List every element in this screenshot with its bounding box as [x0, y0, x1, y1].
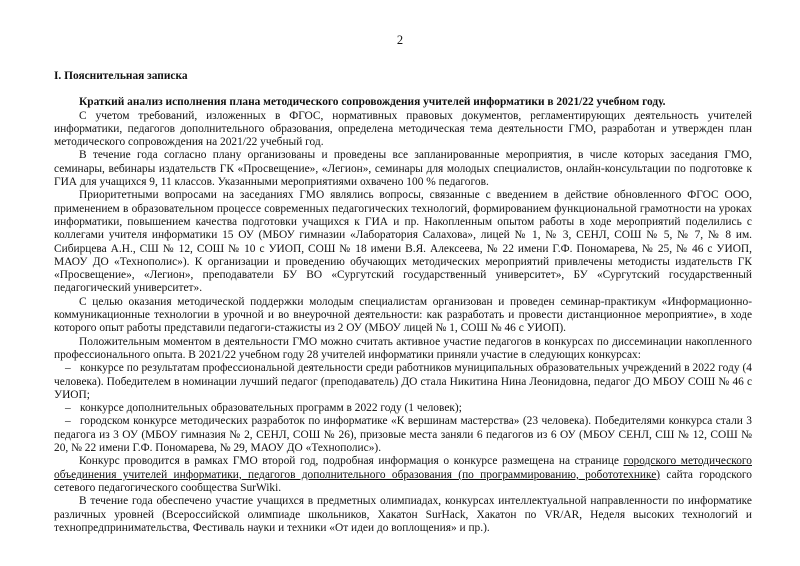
paragraph-contests-intro: Положительным моментом в деятельности ГМО можно считать активное участие педагогов в конкурсах по диссеминации накопленного профессионального опыта. В 2021/22 учебном году 28 учителей информатики приняли участие в следующих конкурсах:	[54, 335, 752, 361]
list-item: – конкурсе дополнительных образовательных программ в 2022 году (1 человек);	[65, 402, 462, 415]
paragraph-events: В течение года согласно плану организованы и проведены все запланированные мероприятия, в числе которых заседания ГМО, семинары, вебинары издательств ГК «Просвещение», «Легион», семинары для молодых специалистов, онлайн-консультации по подготовке к ГИА для учащихся 9, 11 классов. Указанными мероприятиями охвачено 100 % педагогов.	[54, 149, 752, 189]
list-item: – городском конкурсе методических разработок по информатике «К вершинам мастерства» (23 человека). Победителями конкурса стали 3 педагога из 3 ОУ (МБОУ гимназия № 2, СЕНЛ, СОШ № 26), призовые места заняли 6 педагогов из 6 ОУ (МБОУ СЕНЛ, СШ № 12, СОШ № 20, № 22 имени Г.Ф. Пономарева, № 29, МАОУ ДО «Технополис»).	[54, 415, 752, 455]
dash-marker: –	[65, 415, 71, 428]
paragraph-priorities: Приоритетными вопросами на заседаниях ГМО являлись вопросы, связанные с введением в действие обновленного ФГОС ООО, применением в образовательном процессе современных педагогических технологий, формированием функциональной грамотности на уроках информатики, повышением качества подготовки учащихся к ГИА и пр. Накопленным опытом работы в ходе мероприятий поделились с коллегами учителя информатики 15 ОУ (МБОУ гимназии «Лаборатория Салахова», лицей № 1, № 3, СЕНЛ, СОШ № 5, № 7, № 8 им. Сибирцева А.Н., СШ № 12, СОШ № 10 с УИОП, СОШ № 18 имени В.Я. Алексеева, № 22 имени Г.Ф. Пономарева, № 25, № 46 с УИОП, МАОУ ДО «Технополис»). К организации и проведению обучающих методических мероприятий привлечены методисты издательств ГК «Просвещение», «Легион», преподаватели БУ ВО «Сургутский государственный университет», БУ «Сургутский государственный педагогический университет».	[54, 189, 752, 295]
section-title: I. Пояснительная записка	[54, 70, 188, 82]
paragraph-requirements: С учетом требований, изложенных в ФГОС, нормативных правовых документов, регламентирующих деятельность учителей информатики, педагогов дополнительного образования, определена методическая тема деятельности ГМО, разработан и утвержден план методического сопровождения на 2021/22 учебный год.	[54, 109, 752, 149]
subtitle: Краткий анализ исполнения плана методического сопровождения учителей информатики в 2021/22 учебном году.	[79, 96, 666, 109]
gmo-page-link[interactable]: городского методического объединения учителей информатики, педагогов дополнительного образования (по программированию, робототехнике)	[54, 455, 752, 481]
list-item: – конкурсе по результатам профессиональной деятельности среди работников муниципальных образовательных учреждений в 2022 году (4 человека). Победителем в номинации лучший педагог (преподаватель) ДО стала Никитина Нина Леонидовна, педагог ДО МБОУ СОШ № 46 с УИОП;	[54, 362, 752, 401]
dash-marker: –	[65, 362, 71, 375]
page-number: 2	[396, 33, 404, 47]
paragraph-young-specialists: С целью оказания методической поддержки молодым специалистам организован и проведен семинар-практикум «Информационно-коммуникационные технологии в урочной и во внеурочной деятельности: как разработать и провести дистанционное мероприятие», в ходе которого опыт работы представили педагоги-стажисты из 2 ОУ (МБОУ лицей № 1, СОШ № 46 с УИОП).	[54, 295, 752, 335]
paragraph-contest-info: Конкурс проводится в рамках ГМО второй год, подробная информация о конкурсе размещена на странице городского методического объединения учителей информатики, педагогов дополнительного образования (по программированию, робототехнике) сайта городского сетевого педагогического сообщества SurWiki.	[54, 455, 752, 494]
paragraph-olympiads: В течение года обеспечено участие учащихся в предметных олимпиадах, конкурсах интеллектуальной направленности по информатике различных уровней (Всероссийской олимпиаде школьников, Хакатон SurHack, Хакатон по VR/AR, Неделя высоких технологий и технопредпринимательства, Фестиваль науки и техники «От идеи до воплощения» и пр.).	[54, 495, 752, 534]
document-body	[54, 70, 752, 535]
dash-marker: –	[65, 402, 71, 415]
